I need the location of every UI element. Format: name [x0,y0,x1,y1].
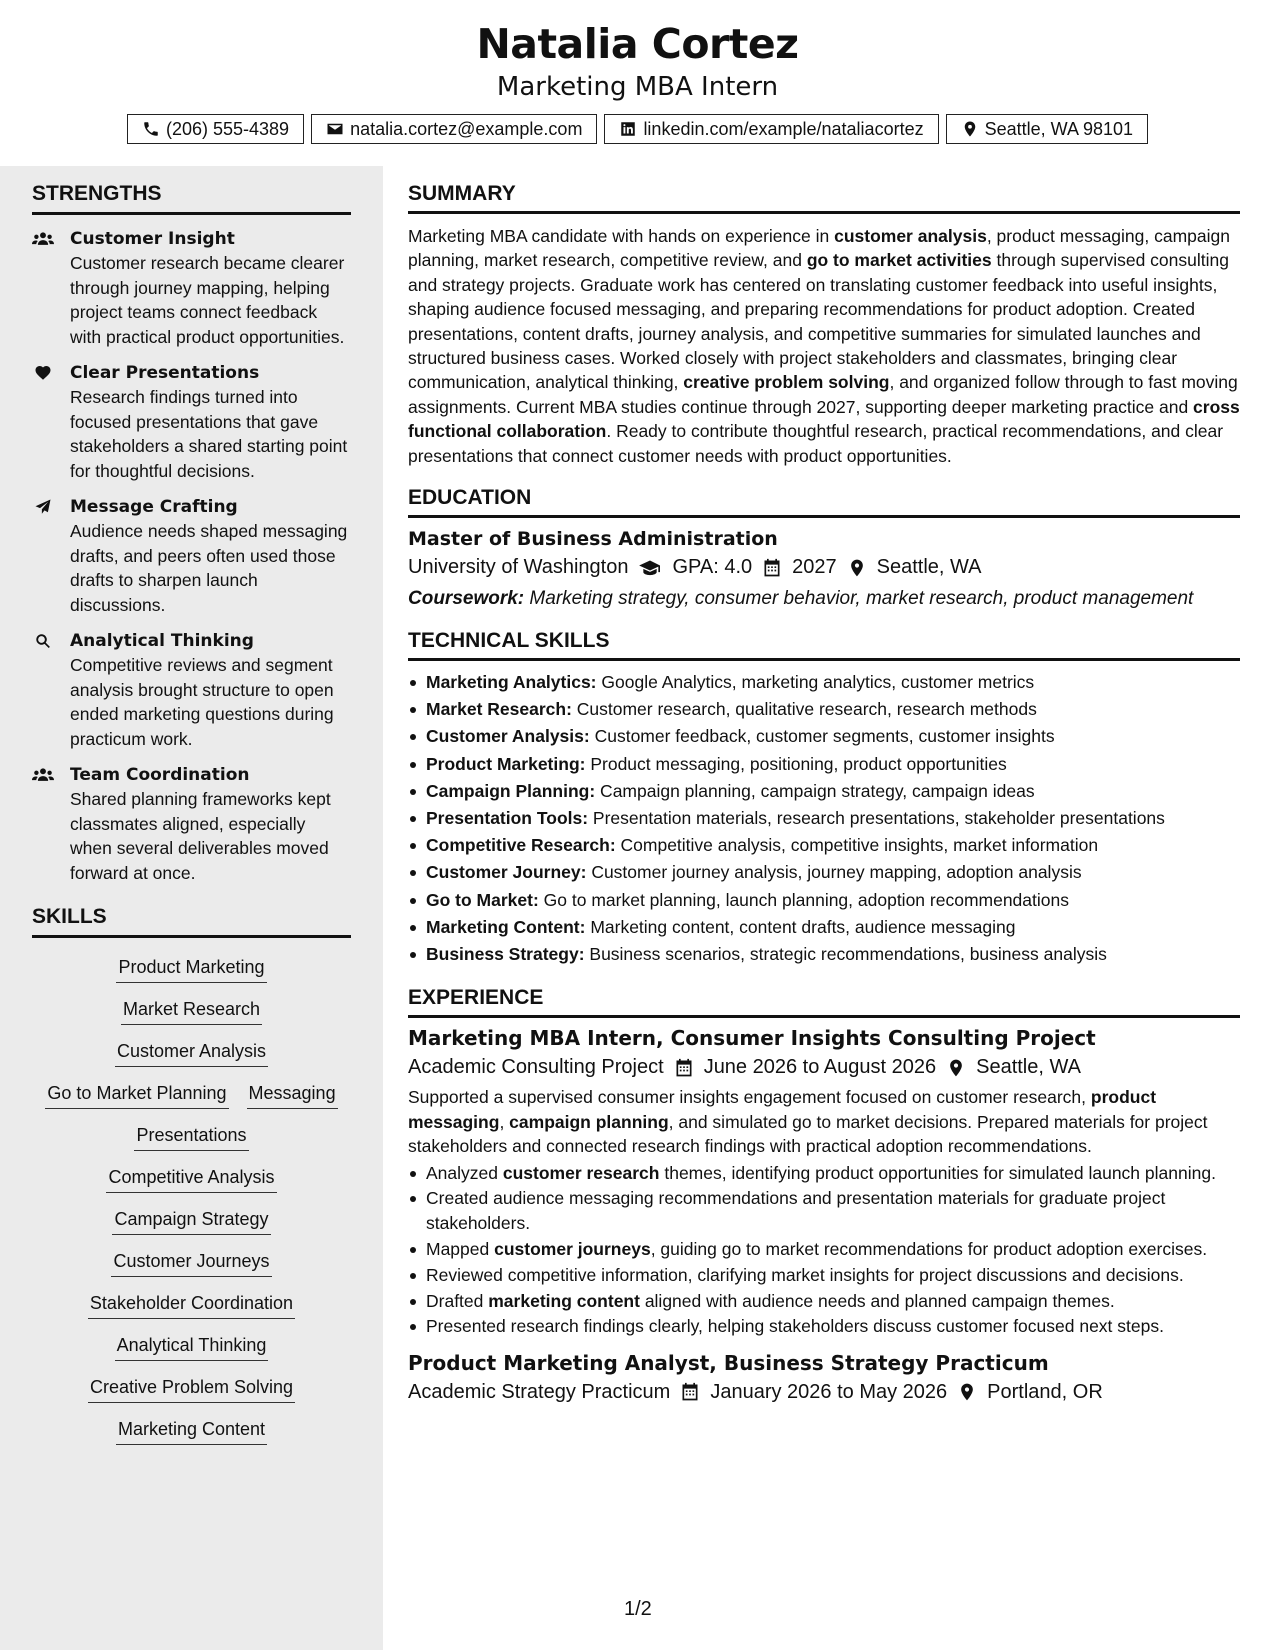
list-item [408,941,1240,968]
skill-tag: Customer Analysis [115,1038,268,1067]
job-desc-keyword: product messaging [408,1087,1157,1132]
summary-keyword: customer analysis [834,226,987,246]
skill-tag: Campaign Strategy [112,1206,270,1235]
envelope-icon [326,120,344,138]
job-org: Academic Strategy Practicum [408,1380,671,1403]
skill-details: Go to market planning, launch planning, adoption recommendations [538,889,1069,910]
heart-icon [32,364,54,382]
school-location: Seattle, WA [876,556,982,579]
contact-location-text: Seattle, WA 98101 [984,118,1134,139]
list-item [408,887,1240,914]
skill-category: Business Strategy: [426,944,585,965]
strength-item [32,361,351,483]
contact-bar [0,114,1275,144]
skill-tag: Messaging [247,1080,338,1109]
bullet-part: Reviewed competitive information, clarifying market insights for project discussions and decisions. [426,1264,1184,1285]
contact-location [946,114,1148,144]
skill-category: Presentation Tools: [426,808,589,829]
users-icon [32,230,54,248]
skill-category: Competitive Research: [426,835,616,856]
skill-category: Product Marketing: [426,753,586,774]
strength-item [32,495,351,617]
job-desc-keyword: campaign planning [509,1111,669,1132]
graduation-cap-icon [638,558,662,578]
skill-category: Marketing Content: [426,916,586,937]
skills-list [32,954,351,1445]
list-item [408,1289,1240,1313]
bullet-part: Presented research findings clearly, helping stakeholders discuss customer focused next steps. [426,1316,1164,1337]
strength-text: Shared planning frameworks kept classmates aligned, especially when several deliverables moved forward at once. [70,789,331,883]
list-item [408,778,1240,805]
strength-text: Customer research became clearer through journey mapping, helping project teams connect feedback with practical product opportunities. [70,253,345,347]
skill-category: Customer Journey: [426,862,587,883]
list-item [408,696,1240,723]
strength-title: Analytical Thinking [70,631,254,651]
job-title: Product Marketing Analyst, Business Strategy Practicum [408,1350,1049,1375]
technical-skills-heading: TECHNICAL SKILLS [408,629,1240,661]
bullet-part: , guiding go to market recommendations for product adoption exercises. [650,1238,1208,1259]
job-description [408,1085,1240,1158]
strength-text: Competitive reviews and segment analysis brought structure to open ended marketing questions during practicum work. [70,655,334,749]
page-number: 1/2 [624,1598,652,1620]
skill-details: Customer journey analysis, journey mapping, adoption analysis [586,862,1082,883]
search-icon [32,632,54,650]
skill-category: Go to Market: [426,889,539,910]
sidebar [0,166,383,1650]
technical-skills-list [408,669,1240,968]
job-bullets [408,1161,1240,1339]
summary-part: , and organized follow through to fast moving assignments. Current MBA studies continue through 2027, supporting deeper marketing practice and [408,372,1238,417]
skill-tag: Customer Journeys [111,1248,271,1277]
coursework-text: Marketing strategy, consumer behavior, market research, product management [524,588,1194,610]
contact-phone[interactable] [127,114,304,144]
summary-part: through supervised consulting and strategy projects. Graduate work has centered on translating customer feedback into useful insights, shaping audience focused messaging, and preparing recommendations for product adoption. Created presentations, content drafts, journey analysis, and competitive summaries for simulated launches and structured business cases. Worked closely with project stakeholders and classmates, bringing clear communication, analytical thinking, [408,250,1229,393]
bullet-part: aligned with audience needs and planned campaign themes. [639,1290,1115,1311]
users-icon [32,766,54,784]
list-item [408,1314,1240,1338]
skill-details: Customer research, qualitative research, research methods [571,699,1037,720]
map-pin-icon [946,1058,966,1078]
skill-tag: Product Marketing [116,954,266,983]
skill-details: Customer feedback, customer segments, customer insights [589,726,1055,747]
skills-heading: SKILLS [32,905,351,938]
list-item [408,1263,1240,1287]
list-item [408,751,1240,778]
skill-category: Customer Analysis: [426,726,590,747]
strength-item [32,629,351,751]
summary-keyword: cross functional collaboration [408,396,1240,442]
education-heading: EDUCATION [408,486,1240,518]
summary-text [408,224,1240,468]
strength-title: Message Crafting [70,497,238,517]
main-column [408,182,1240,1404]
contact-linkedin-text: linkedin.com/example/nataliacortez [643,118,924,139]
graduation-year: 2027 [792,556,837,579]
candidate-role: Marketing MBA Intern [496,72,779,102]
bullet-keyword: customer research [502,1162,660,1183]
calendar-icon [762,558,782,578]
skill-details: Marketing content, content drafts, audience messaging [585,916,1016,937]
calendar-icon [680,1382,700,1402]
skill-category: Campaign Planning: [426,780,596,801]
bullet-part: themes, identifying product opportunities for simulated launch planning. [659,1162,1216,1183]
contact-email-text: natalia.cortez@example.com [350,118,583,139]
skill-tag: Market Research [121,996,262,1025]
degree-title: Master of Business Administration [408,528,778,551]
summary-keyword: go to market activities [806,250,992,271]
experience-heading: EXPERIENCE [408,986,1240,1018]
list-item [408,805,1240,832]
skill-tag: Competitive Analysis [106,1164,276,1193]
map-pin-icon [957,1382,977,1402]
bullet-part: Analyzed [426,1162,503,1183]
summary-part: , product messaging, campaign planning, market research, competitive review, and [408,226,1231,271]
skill-category: Market Research: [426,699,572,720]
paper-plane-icon [32,498,54,516]
strengths-list [32,227,351,885]
contact-linkedin[interactable] [604,114,938,144]
strength-title: Team Coordination [70,765,250,785]
map-pin-icon [961,120,979,138]
skill-tag: Stakeholder Coordination [88,1290,295,1319]
summary-keyword: creative problem solving [683,372,890,393]
strength-text: Audience needs shaped messaging drafts, and peers often used those drafts to sharpen launch discussions. [70,521,348,615]
strength-item [32,763,351,885]
job-dates: January 2026 to May 2026 [710,1380,948,1403]
gpa: GPA: 4.0 [672,556,753,579]
skill-details: Business scenarios, strategic recommendations, business analysis [584,944,1107,965]
job-desc-part: , and simulated go to market decisions. Prepared materials for project stakeholders and connected research findings with practical adoption recommendations. [408,1111,1208,1157]
job-location: Seattle, WA [976,1056,1081,1079]
summary-part: . Ready to contribute thoughtful research, practical recommendations, and clear presentations that connect customer needs with product opportunities. [408,421,1224,466]
skill-tag: Creative Problem Solving [88,1374,295,1403]
bullet-keyword: customer journeys [494,1238,651,1259]
list-item [408,859,1240,886]
list-item [408,669,1240,696]
summary-part: Marketing MBA candidate with hands on experience in [408,226,835,246]
job-meta [408,1056,1240,1079]
skill-tag: Analytical Thinking [115,1332,269,1361]
contact-email[interactable] [311,114,597,144]
list-item [408,1161,1240,1185]
skill-details: Product messaging, positioning, product opportunities [585,753,1007,774]
job-desc-part: Supported a supervised consumer insights engagement focused on customer research, [408,1087,1091,1108]
job-dates: June 2026 to August 2026 [703,1056,937,1079]
skill-tag: Presentations [134,1122,248,1151]
coursework-label: Coursework: [408,588,525,610]
bullet-part: Created audience messaging recommendations and presentation materials for graduate project stakeholders. [426,1188,1166,1233]
bullet-part: Mapped [426,1238,495,1259]
bullet-keyword: marketing content [488,1290,640,1311]
list-item [408,1237,1240,1261]
coursework [408,587,1240,611]
calendar-icon [674,1058,694,1078]
list-item [408,1186,1240,1235]
skill-details: Campaign planning, campaign strategy, campaign ideas [595,780,1035,801]
strength-text: Research findings turned into focused presentations that gave stakeholders a shared starting point for thoughtful decisions. [70,387,348,481]
candidate-name: Natalia Cortez [476,20,799,68]
strengths-heading: STRENGTHS [32,182,351,215]
job-title: Marketing MBA Intern, Consumer Insights Consulting Project [408,1026,1096,1051]
bullet-part: Drafted [426,1290,489,1311]
strength-title: Customer Insight [70,229,235,249]
linkedin-icon [619,120,637,138]
skill-category: Marketing Analytics: [426,672,597,693]
job-location: Portland, OR [987,1380,1103,1403]
skill-details: Presentation materials, research presentations, stakeholder presentations [588,808,1165,829]
strength-title: Clear Presentations [70,363,260,383]
summary-heading: SUMMARY [408,182,1240,214]
school-name: University of Washington [408,556,629,579]
list-item [408,832,1240,859]
job-desc-part: , [499,1111,510,1132]
phone-icon [142,120,160,138]
skill-details: Competitive analysis, competitive insights, market information [615,835,1099,856]
list-item [408,723,1240,750]
list-item [408,914,1240,941]
skill-tag: Marketing Content [116,1416,267,1445]
skill-tag: Go to Market Planning [45,1080,228,1109]
strength-item [32,227,351,349]
skill-details: Google Analytics, marketing analytics, customer metrics [596,672,1035,693]
job-meta [408,1381,1240,1404]
contact-phone-text: (206) 555-4389 [165,118,290,139]
map-pin-icon [847,558,867,578]
job-org: Academic Consulting Project [408,1056,664,1079]
education-meta [408,556,1240,579]
